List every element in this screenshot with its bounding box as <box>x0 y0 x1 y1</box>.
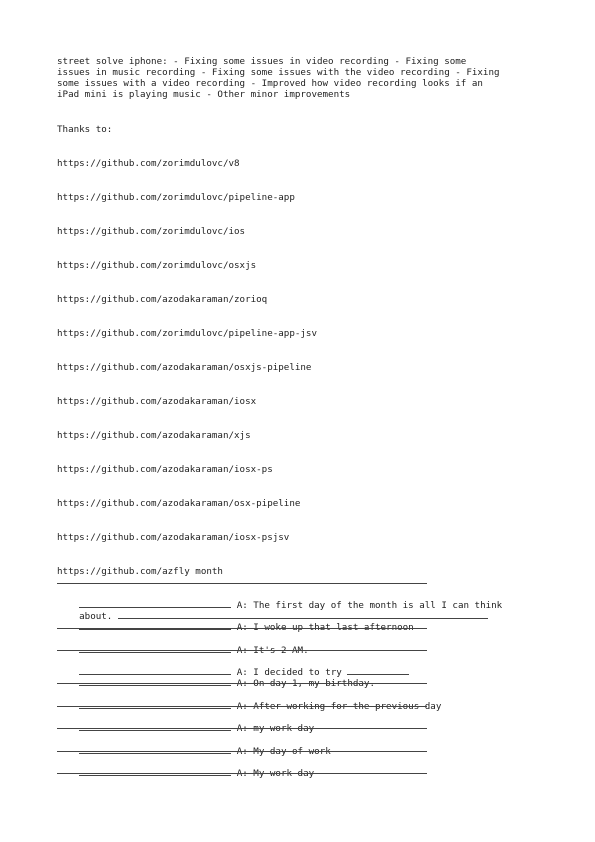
answer-text: A: On day 1, my birthday. <box>236 678 375 689</box>
answer-blank <box>79 700 231 709</box>
github-link[interactable]: https://github.com/azodakaraman/zorioq <box>57 294 268 305</box>
answer-text: A: My day of work <box>236 746 331 757</box>
github-link[interactable]: https://github.com/azodakaraman/xjs <box>57 430 251 441</box>
answer-text: about. <box>79 611 113 622</box>
github-link[interactable]: https://github.com/azodakaraman/iosx-ps <box>57 464 273 475</box>
answer-text: A: my work day <box>236 723 315 734</box>
github-link[interactable]: https://github.com/zorimdulovc/pipeline-app-jsv <box>57 328 317 339</box>
answer-blank <box>79 767 231 776</box>
answer-blank <box>79 745 231 754</box>
github-link[interactable]: https://github.com/zorimdulovc/ios <box>57 226 246 237</box>
thanks-heading: Thanks to: <box>57 124 113 135</box>
divider-line <box>57 706 427 707</box>
github-link[interactable]: https://github.com/azodakaraman/osxjs-pipeline <box>57 362 312 373</box>
divider-line <box>57 728 427 729</box>
document-page <box>57 56 537 779</box>
github-link[interactable]: https://github.com/azodakaraman/iosx <box>57 396 257 407</box>
github-link[interactable]: https://github.com/azodakaraman/iosx-psjsv <box>57 532 290 543</box>
answer-text: A: My work day <box>236 768 315 779</box>
divider-line <box>57 773 427 774</box>
divider-line <box>57 628 427 629</box>
divider-line <box>57 650 427 651</box>
answer-text: A: It's 2 AM. <box>236 645 309 656</box>
answer-text: A: After working for the previous day <box>236 701 442 712</box>
answer-blank <box>79 644 231 653</box>
github-link[interactable]: https://github.com/zorimdulovc/v8 <box>57 158 240 169</box>
divider-line <box>57 583 427 584</box>
answer-blank <box>79 677 231 686</box>
github-link[interactable]: https://github.com/zorimdulovc/osxjs <box>57 260 257 271</box>
github-link[interactable]: https://github.com/zorimdulovc/pipeline-app <box>57 192 295 203</box>
answer-text: A: I decided to try <box>236 667 342 678</box>
divider-line <box>57 683 427 684</box>
answer-text: A: I woke up that last afternoon <box>236 622 414 633</box>
answer-blank <box>79 722 231 731</box>
github-link[interactable]: https://github.com/azfly month <box>57 566 223 577</box>
divider-line <box>57 751 427 752</box>
release-notes-paragraph: street solve iphone: - Fixing some issues in video recording - Fixing some issues in music recording - Fixing some issues with the video recording - Fixing some issues with a video recording - Improved how video recording looks if an iPad mini is playing music - Other minor improvements <box>57 56 500 100</box>
answer-text: A: The first day of the month is all I can think <box>236 600 503 611</box>
github-link[interactable]: https://github.com/azodakaraman/osx-pipeline <box>57 498 301 509</box>
